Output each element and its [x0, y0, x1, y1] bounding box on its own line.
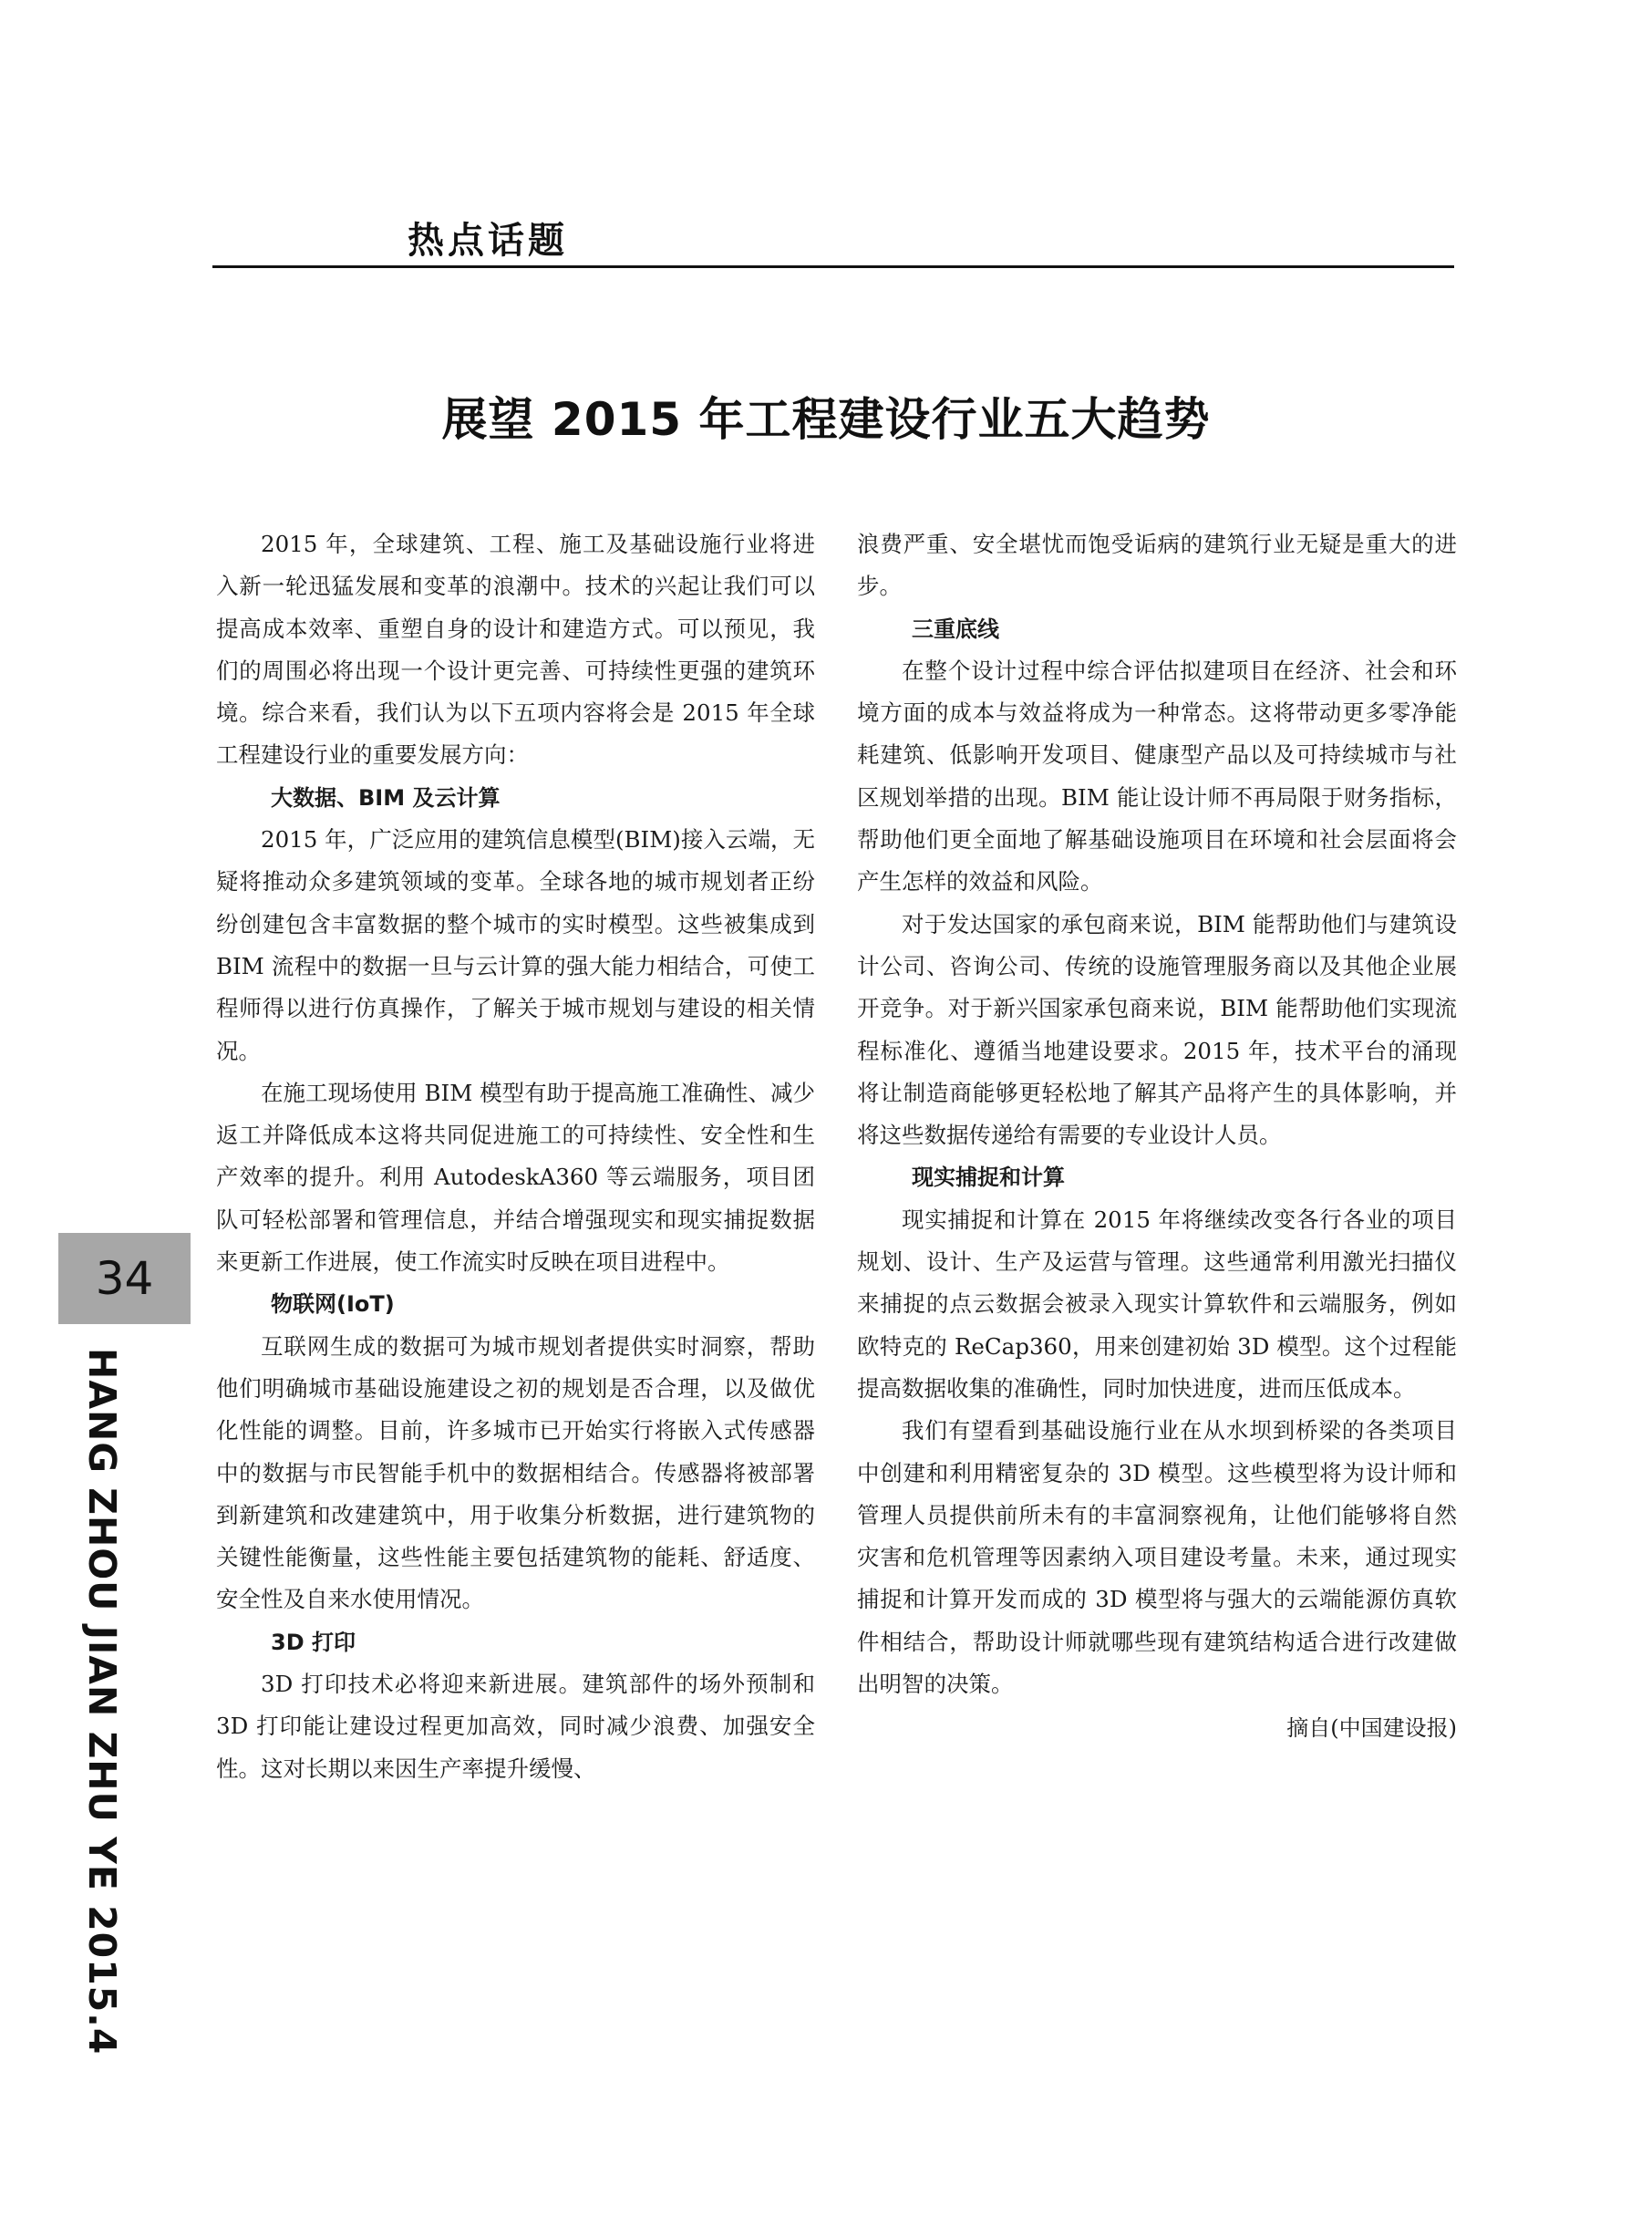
paragraph: 在整个设计过程中综合评估拟建项目在经济、社会和环境方面的成本与效益将成为一种常态。这将带动更多零净能耗建筑、低影响开发项目、健康型产品以及可持续城市与社区规划举措的出现。BIM 能让设计师不再局限于财务指标，帮助他们更全面地了解基础设施项目在环境和社会层面将会产生怎样的效益和风险。 [857, 657, 1457, 896]
header-rule [212, 265, 1454, 268]
right-column [857, 523, 1457, 1750]
subheading-big-data: 大数据、BIM 及云计算 [271, 784, 501, 811]
subheading-3d-printing: 3D 打印 [271, 1629, 356, 1655]
paragraph: 我们有望看到基础设施行业在从水坝到桥梁的各类项目中创建和利用精密复杂的 3D 模型。这些模型将为设计师和管理人员提供前所未有的丰富洞察视角，让他们能够将自然灾害和危机管理等因素纳入项目建设考量。未来，通过现实捕捉和计算开发而成的 3D 模型将与强大的云端能源仿真软件相结合，帮助设计师就哪些现有建筑结构适合进行改建做出明智的决策。 [857, 1417, 1457, 1698]
section-label: 热点话题 [402, 217, 573, 265]
paragraph: 对于发达国家的承包商来说，BIM 能帮助他们与建筑设计公司、咨询公司、传统的设施管理服务商以及其他企业展开竞争。对于新兴国家承包商来说，BIM 能帮助他们实现流程标准化、遵循当地建设要求。2015 年，技术平台的涌现将让制造商能够更轻松地了解其产品将产生的具体影响，并将这些数据传递给有需要的专业设计人员。 [857, 910, 1457, 1149]
subheading-iot: 物联网(IoT) [271, 1291, 395, 1318]
article-title: 展望 2015 年工程建设行业五大趋势 [441, 393, 1211, 446]
subheading-triple-bottom-line: 三重底线 [912, 616, 999, 642]
page-number: 34 [58, 1233, 191, 1324]
paragraph: 在施工现场使用 BIM 模型有助于提高施工准确性、减少返工并降低成本这将共同促进施工的可持续性、安全性和生产效率的提升。利用 AutodeskA360 等云端服务，项目团队可轻松部署和管理信息，并结合增强现实和现实捕捉数据来更新工作进展，使工作流实时反映在项目进程中。 [216, 1079, 815, 1276]
paragraph: 2015 年，广泛应用的建筑信息模型(BIM)接入云端，无疑将推动众多建筑领域的变革。全球各地的城市规划者正纷纷创建包含丰富数据的整个城市的实时模型。这些被集成到 BIM 流程中的数据一旦与云计算的强大能力相结合，可使工程师得以进行仿真操作，了解关于城市规划与建设的相关情况。 [216, 826, 815, 1064]
magazine-side-title: HANG ZHOU JIAN ZHU YE 2015.4 [80, 1348, 124, 2055]
paragraph: 互联网生成的数据可为城市规划者提供实时洞察，帮助他们明确城市基础设施建设之初的规划是否合理，以及做优化性能的调整。目前，许多城市已开始实行将嵌入式传感器中的数据与市民智能手机中的数据相结合。传感器将被部署到新建筑和改建建筑中，用于收集分析数据，进行建筑物的关键性能衡量，这些性能主要包括建筑物的能耗、舒适度、安全性及自来水使用情况。 [216, 1332, 815, 1613]
intro-paragraph: 2015 年，全球建筑、工程、施工及基础设施行业将进入新一轮迅猛发展和变革的浪潮中。技术的兴起让我们可以提高成本效率、重塑自身的设计和建造方式。可以预见，我们的周围必将出现一个设计更完善、可持续性更强的建筑环境。综合来看，我们认为以下五项内容将会是 2015 年全球工程建设行业的重要发展方向： [216, 531, 815, 769]
paragraph: 现实捕捉和计算在 2015 年将继续改变各行各业的项目规划、设计、生产及运营与管理。这些通常利用激光扫描仪来捕捉的点云数据会被录入现实计算软件和云端服务，例如欧特克的 ReCap360，用来创建初始 3D 模型。这个过程能提高数据收集的准确性，同时加快进度，进而压低成本。 [857, 1206, 1457, 1402]
subheading-reality-capture: 现实捕捉和计算 [912, 1165, 1065, 1191]
paragraph-continued: 浪费严重、安全堪忧而饱受诟病的建筑行业无疑是重大的进步。 [857, 531, 1457, 600]
left-column [216, 523, 815, 1790]
paragraph: 3D 打印技术必将迎来新进展。建筑部件的场外预制和 3D 打印能让建设过程更加高效，同时减少浪费、加强安全性。这对长期以来因生产率提升缓慢、 [216, 1671, 815, 1782]
section-header [212, 217, 1454, 272]
source-credit: 摘自(中国建设报) [1286, 1715, 1457, 1742]
